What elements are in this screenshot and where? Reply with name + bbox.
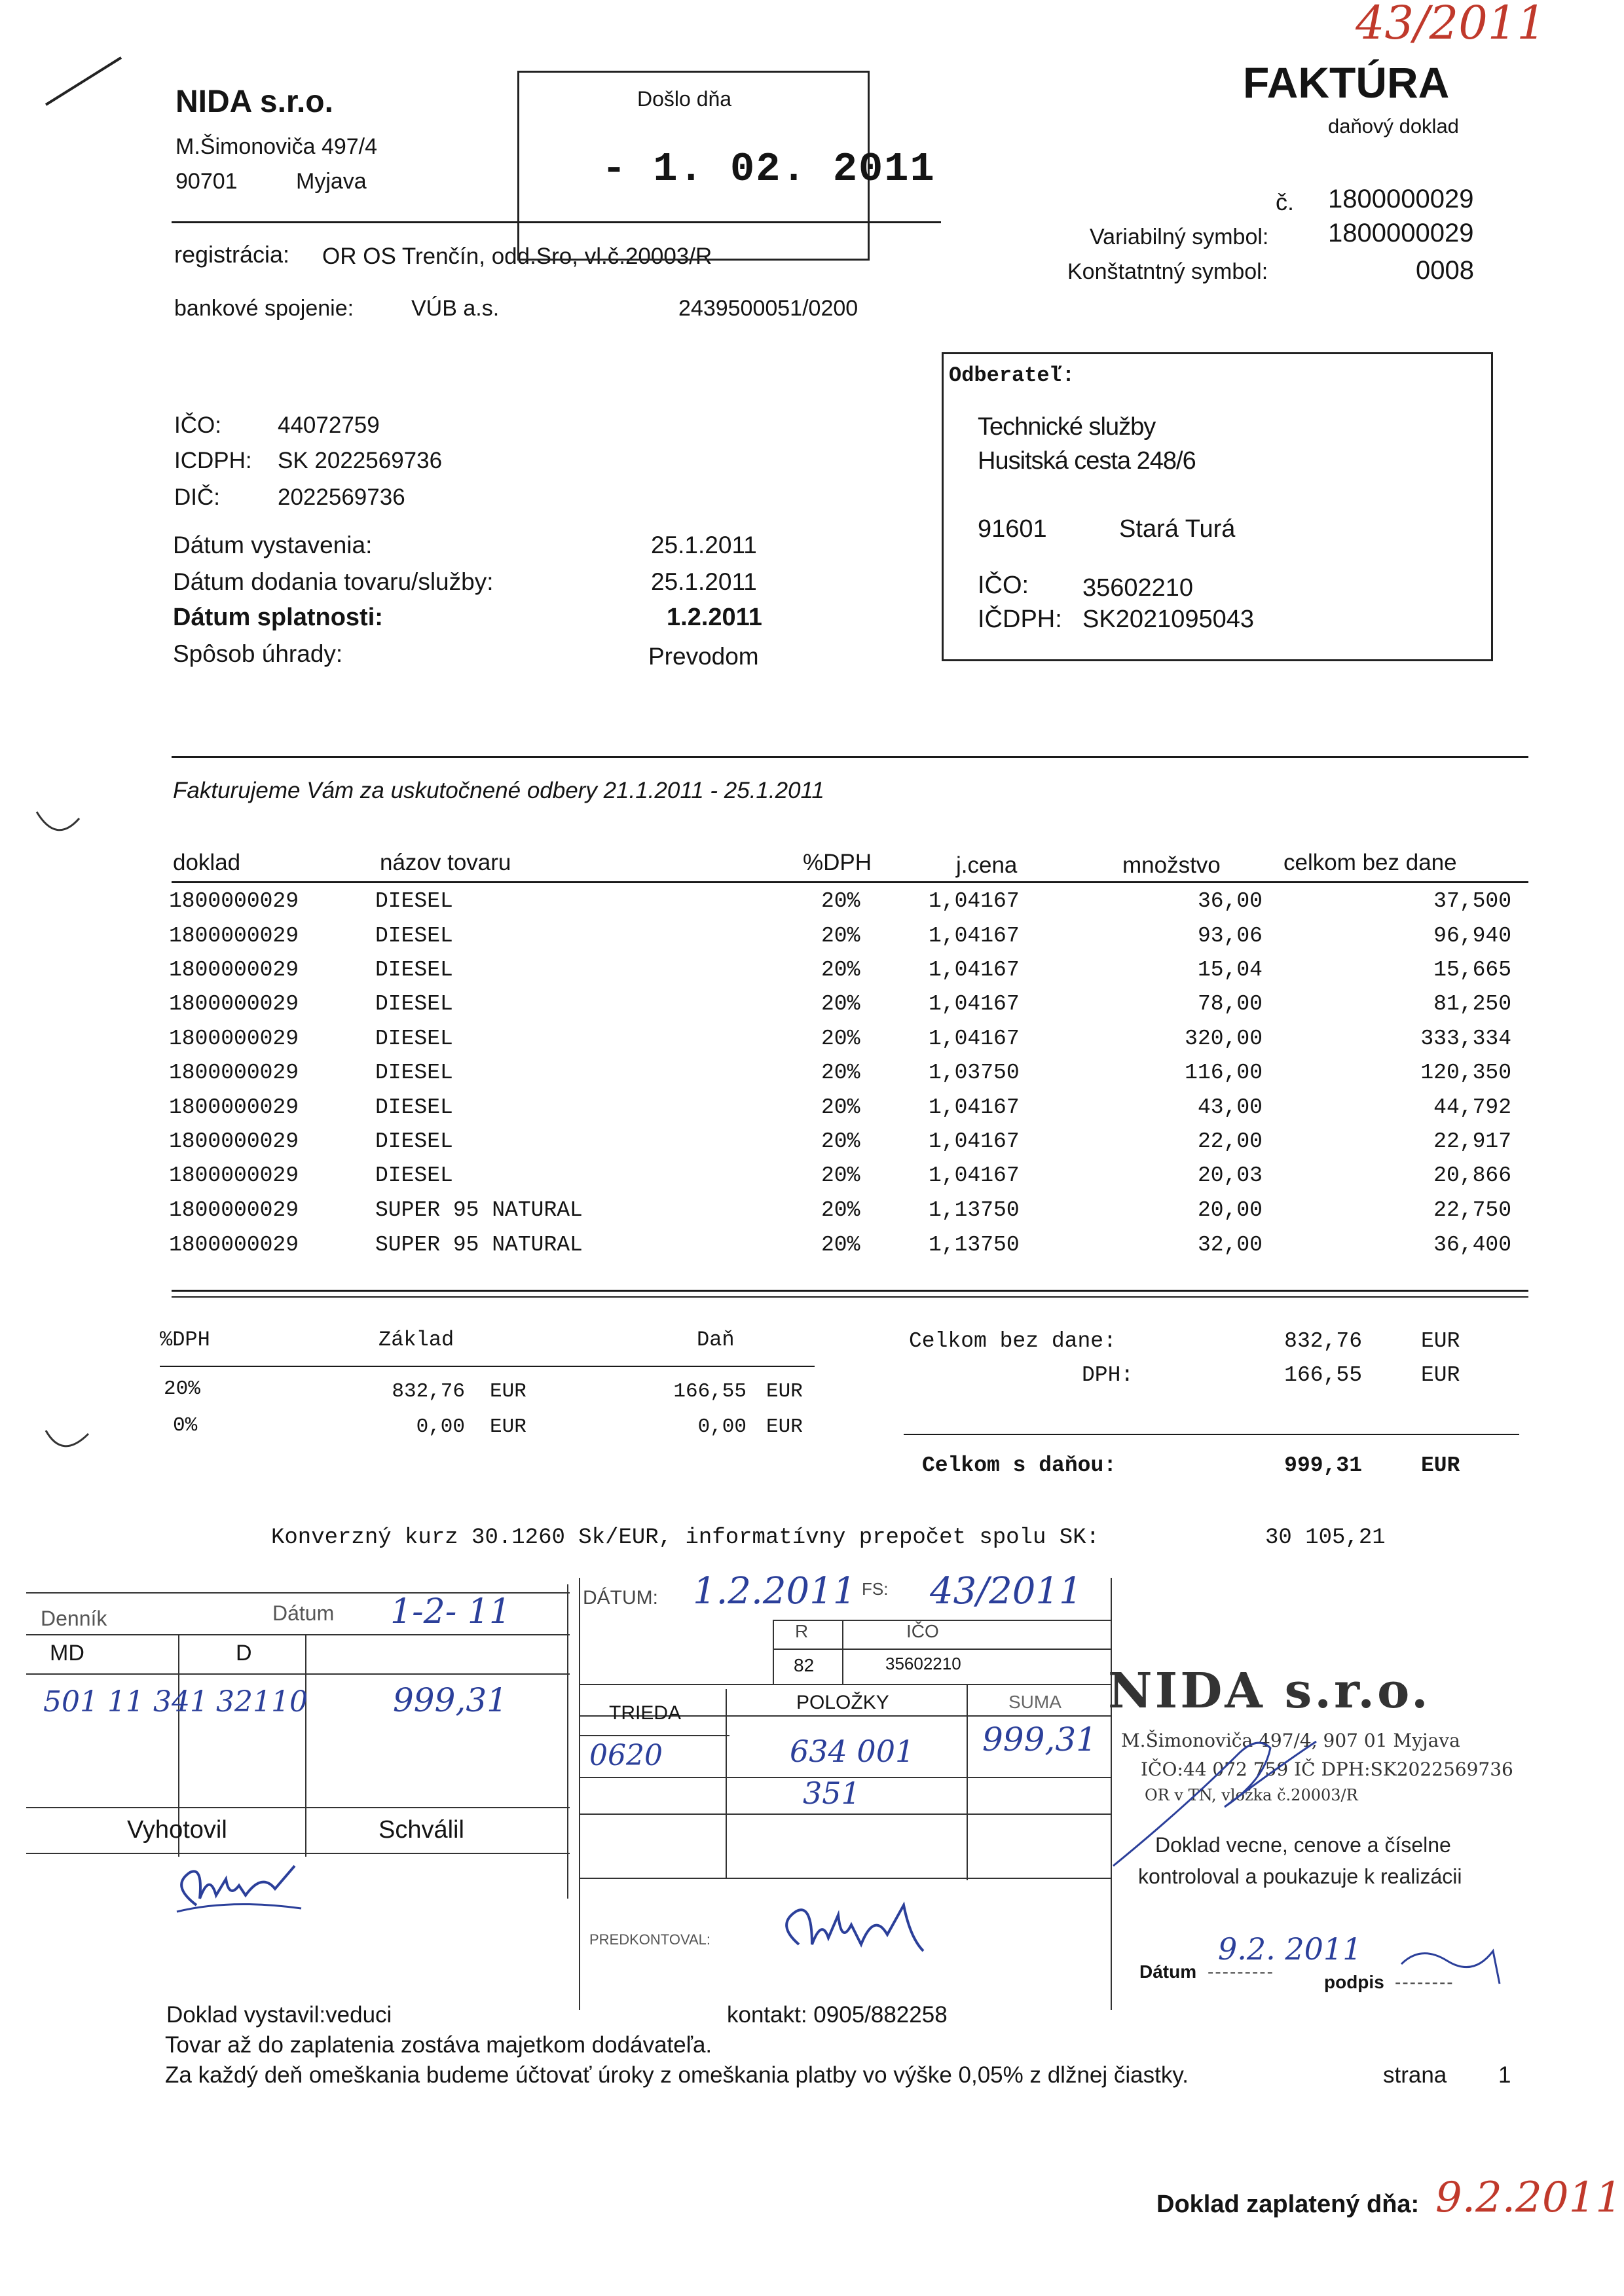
dic-label: DIČ: bbox=[174, 484, 220, 510]
cell-celkom: 44,792 bbox=[1433, 1095, 1511, 1120]
company-stamp-name: NIDA s.r.o. bbox=[1108, 1663, 1431, 1719]
col-header-dph: %DPH bbox=[803, 850, 872, 875]
acct-datum-label: DÁTUM: bbox=[583, 1587, 658, 1609]
approval-datum-label: Dátum bbox=[1139, 1961, 1197, 1982]
total-gross: 999,31 bbox=[1284, 1453, 1362, 1478]
cell-nazov: DIESEL bbox=[375, 992, 453, 1016]
ledger-vline bbox=[305, 1634, 306, 1857]
issue-date-label: Dátum vystavenia: bbox=[173, 532, 373, 558]
cell-nazov: DIESEL bbox=[375, 1061, 453, 1085]
acct-line bbox=[579, 1735, 729, 1736]
company-stamp-line1: M.Šimonoviča 497/4, 907 01 Myjava bbox=[1121, 1730, 1460, 1751]
ledger-datum-label: Dátum bbox=[272, 1601, 335, 1625]
table-row bbox=[169, 1095, 1511, 1129]
cell-nazov: DIESEL bbox=[375, 924, 453, 948]
vat-row-tax: 166,55 bbox=[673, 1380, 747, 1403]
bank-account: 2439500051/0200 bbox=[678, 296, 858, 321]
supplier-city: Myjava bbox=[296, 169, 367, 194]
ico-value: 44072759 bbox=[278, 412, 380, 438]
punch-hole-icon bbox=[39, 1414, 92, 1467]
cell-nazov: SUPER 95 NATURAL bbox=[375, 1198, 583, 1222]
vat-col-zaklad: Základ bbox=[378, 1328, 454, 1352]
vat-row-base-cur: EUR bbox=[490, 1380, 526, 1403]
cell-jcena: 1,04167 bbox=[929, 889, 1020, 913]
supplier-name: NIDA s.r.o. bbox=[175, 84, 333, 119]
signature-icon bbox=[773, 1899, 943, 1977]
table-row bbox=[169, 1129, 1511, 1163]
registration-label: registrácia: bbox=[174, 241, 290, 268]
variable-symbol-label: Variabilný symbol: bbox=[1090, 225, 1269, 249]
bank-name: VÚB a.s. bbox=[411, 296, 500, 321]
total-gross-currency: EUR bbox=[1421, 1453, 1460, 1478]
cell-jcena: 1,13750 bbox=[929, 1233, 1020, 1257]
cell-dph: 20% bbox=[821, 1233, 860, 1257]
cell-mnozstvo: 22,00 bbox=[1197, 1129, 1263, 1154]
cell-celkom: 120,350 bbox=[1420, 1061, 1511, 1085]
cell-doklad: 1800000029 bbox=[169, 924, 299, 948]
vat-col-dph: %DPH bbox=[160, 1328, 210, 1352]
customer-icdph: SK2021095043 bbox=[1082, 606, 1255, 633]
invoice-number-label: č. bbox=[1276, 189, 1295, 215]
acct-trieda-label: TRIEDA bbox=[609, 1702, 682, 1724]
acct-ico-label: IČO bbox=[906, 1621, 939, 1641]
dic-value: 2022569736 bbox=[278, 484, 405, 510]
acct-r-value: 82 bbox=[794, 1655, 815, 1675]
footer-page-number: 1 bbox=[1498, 2062, 1511, 2088]
customer-ico-label: IČO: bbox=[978, 572, 1029, 599]
cell-celkom: 15,665 bbox=[1433, 958, 1511, 982]
cell-jcena: 1,03750 bbox=[929, 1061, 1020, 1085]
ledger-schvalil-label: Schválil bbox=[378, 1816, 464, 1844]
acct-polozky-hand-2: 351 bbox=[803, 1776, 860, 1811]
acct-line bbox=[579, 1813, 1111, 1815]
ledger-md-label: MD bbox=[50, 1641, 84, 1666]
approval-datum-dots: --------- bbox=[1208, 1961, 1274, 1982]
vat-row-base: 0,00 bbox=[416, 1415, 465, 1438]
acct-line bbox=[773, 1649, 1111, 1650]
cell-doklad: 1800000029 bbox=[169, 1129, 299, 1154]
acct-datum-hand: 1.2.2011 bbox=[693, 1570, 857, 1613]
approval-line2: kontroloval a poukazuje k realizácii bbox=[1138, 1865, 1462, 1888]
cell-dph: 20% bbox=[821, 924, 860, 948]
vat-col-dan: Daň bbox=[697, 1328, 735, 1352]
customer-zip: 91601 bbox=[978, 515, 1047, 543]
received-stamp bbox=[517, 71, 936, 261]
signature-icon bbox=[164, 1859, 308, 1918]
approval-datum-hand: 9.2. 2011 bbox=[1218, 1931, 1362, 1967]
acct-trieda-hand: 0620 bbox=[589, 1739, 663, 1772]
cell-mnozstvo: 20,00 bbox=[1197, 1198, 1263, 1222]
acct-suma-label: SUMA bbox=[1008, 1692, 1061, 1712]
cell-mnozstvo: 36,00 bbox=[1197, 889, 1263, 913]
customer-city: Stará Turá bbox=[1119, 515, 1236, 543]
acct-vline bbox=[967, 1684, 968, 1880]
ledger-line bbox=[26, 1807, 570, 1808]
cell-nazov: DIESEL bbox=[375, 1129, 453, 1154]
cell-doklad: 1800000029 bbox=[169, 889, 299, 913]
handwritten-invoice-ref: 43/2011 bbox=[1356, 0, 1546, 50]
cell-nazov: DIESEL bbox=[375, 1095, 453, 1120]
invoice-subtitle: daňový doklad bbox=[1328, 115, 1459, 137]
icdph-value: SK 2022569736 bbox=[278, 448, 443, 473]
conversion-value: 30 105,21 bbox=[1265, 1525, 1386, 1550]
company-stamp-line2: IČO:44 072 759 IČ DPH:SK2022569736 bbox=[1141, 1758, 1513, 1780]
vat-row-base: 832,76 bbox=[392, 1380, 465, 1403]
ledger-d-hand: 32110 bbox=[216, 1685, 308, 1719]
cell-doklad: 1800000029 bbox=[169, 1061, 299, 1085]
cell-jcena: 1,04167 bbox=[929, 1095, 1020, 1120]
invoice-number: 1800000029 bbox=[1328, 185, 1474, 213]
cell-jcena: 1,04167 bbox=[929, 924, 1020, 948]
billing-note: Fakturujeme Vám za uskutočnené odbery 21.1.2011 - 25.1.2011 bbox=[173, 778, 824, 803]
ledger-amount-hand: 999,31 bbox=[393, 1681, 507, 1719]
col-header-doklad: doklad bbox=[173, 850, 241, 875]
conversion-text: Konverzný kurz 30.1260 Sk/EUR, informatívny prepočet spolu SK: bbox=[271, 1525, 1100, 1550]
cell-doklad: 1800000029 bbox=[169, 958, 299, 982]
vat-row-tax-cur: EUR bbox=[766, 1415, 803, 1438]
acct-polozky-hand-1: 634 001 bbox=[790, 1734, 915, 1769]
table-row bbox=[169, 1198, 1511, 1232]
cell-dph: 20% bbox=[821, 889, 860, 913]
cell-celkom: 81,250 bbox=[1433, 992, 1511, 1016]
issue-date: 25.1.2011 bbox=[651, 532, 757, 558]
registration-value: OR OS Trenčín, odd.Sro, vl.č.20003/R bbox=[322, 244, 712, 269]
acct-predkontoval-label: PREDKONTOVAL: bbox=[589, 1931, 711, 1948]
cell-nazov: DIESEL bbox=[375, 1027, 453, 1051]
table-row bbox=[169, 958, 1511, 992]
cell-jcena: 1,04167 bbox=[929, 1027, 1020, 1051]
cell-mnozstvo: 320,00 bbox=[1185, 1027, 1263, 1051]
vat-row-rate: 0% bbox=[173, 1414, 198, 1437]
cell-doklad: 1800000029 bbox=[169, 1095, 299, 1120]
cell-jcena: 1,04167 bbox=[929, 958, 1020, 982]
cell-celkom: 36,400 bbox=[1433, 1233, 1511, 1257]
cell-dph: 20% bbox=[821, 1027, 860, 1051]
ledger-line bbox=[26, 1673, 570, 1675]
table-header-divider bbox=[172, 881, 1528, 883]
variable-symbol: 1800000029 bbox=[1328, 219, 1474, 247]
customer-ico: 35602210 bbox=[1082, 574, 1194, 602]
total-gross-label: Celkom s daňou: bbox=[922, 1453, 1117, 1478]
acct-vline bbox=[842, 1620, 843, 1685]
customer-street: Husitská cesta 248/6 bbox=[978, 447, 1196, 475]
ledger-line bbox=[26, 1634, 570, 1635]
approval-podpis-dots: -------- bbox=[1395, 1972, 1454, 1992]
cell-mnozstvo: 20,03 bbox=[1197, 1163, 1263, 1188]
cell-dph: 20% bbox=[821, 1163, 860, 1188]
cell-nazov: DIESEL bbox=[375, 889, 453, 913]
constant-symbol: 0008 bbox=[1416, 256, 1474, 285]
cell-dph: 20% bbox=[821, 1061, 860, 1085]
pen-mark-icon bbox=[39, 52, 131, 111]
ledger-vyhotovil-label: Vyhotovil bbox=[127, 1816, 227, 1844]
bank-label: bankové spojenie: bbox=[174, 296, 354, 321]
cell-doklad: 1800000029 bbox=[169, 1163, 299, 1188]
ledger-d-label: D bbox=[236, 1641, 252, 1666]
due-date-label: Dátum splatnosti: bbox=[173, 604, 383, 631]
paid-date-hand: 9.2.2011 bbox=[1435, 2174, 1622, 2222]
vat-header-line bbox=[160, 1366, 815, 1367]
footer-page-label: strana bbox=[1383, 2062, 1447, 2088]
invoice-title: FAKTÚRA bbox=[1243, 58, 1450, 107]
cell-dph: 20% bbox=[821, 1095, 860, 1120]
acct-ico-value: 35602210 bbox=[885, 1654, 961, 1673]
col-header-jcena: j.cena bbox=[956, 852, 1018, 878]
cell-mnozstvo: 15,04 bbox=[1197, 958, 1263, 982]
cell-celkom: 37,500 bbox=[1433, 889, 1511, 913]
cell-dph: 20% bbox=[821, 1198, 860, 1222]
supplier-zip: 90701 bbox=[175, 169, 238, 194]
acct-suma-hand: 999,31 bbox=[982, 1721, 1097, 1758]
customer-box bbox=[942, 352, 1493, 661]
footer-issued-by: Doklad vystavil:veduci bbox=[166, 2002, 392, 2028]
received-stamp-label: Došlo dňa bbox=[637, 87, 732, 111]
cell-doklad: 1800000029 bbox=[169, 1198, 299, 1222]
cell-doklad: 1800000029 bbox=[169, 992, 299, 1016]
cell-jcena: 1,04167 bbox=[929, 1129, 1020, 1154]
total-vat: 166,55 bbox=[1284, 1363, 1362, 1387]
payment-method: Prevodom bbox=[648, 643, 759, 670]
billing-divider bbox=[172, 756, 1528, 758]
delivery-date: 25.1.2011 bbox=[651, 568, 757, 595]
customer-name: Technické služby bbox=[978, 413, 1156, 441]
cell-celkom: 22,750 bbox=[1433, 1198, 1511, 1222]
ledger-vline bbox=[567, 1584, 568, 1899]
payment-method-label: Spôsob úhrady: bbox=[173, 640, 343, 667]
cell-dph: 20% bbox=[821, 992, 860, 1016]
totals-divider bbox=[904, 1434, 1519, 1435]
supplier-street: M.Šimonoviča 497/4 bbox=[175, 134, 378, 159]
acct-line bbox=[773, 1620, 1111, 1621]
acct-vline bbox=[773, 1620, 774, 1685]
acct-fs-label: FS: bbox=[862, 1579, 889, 1599]
table-end-line bbox=[172, 1290, 1528, 1292]
ledger-md-hand: 501 11 341 bbox=[43, 1685, 208, 1719]
table-row bbox=[169, 924, 1511, 958]
ledger-dennik-label: Denník bbox=[41, 1607, 107, 1630]
acct-line bbox=[579, 1878, 1111, 1879]
cell-nazov: SUPER 95 NATURAL bbox=[375, 1233, 583, 1257]
icdph-label: ICDPH: bbox=[174, 448, 252, 473]
table-row bbox=[169, 1233, 1511, 1267]
paid-label: Doklad zaplatený dňa: bbox=[1156, 2191, 1420, 2218]
col-header-nazov: názov tovaru bbox=[380, 850, 511, 875]
delivery-date-label: Dátum dodania tovaru/služby: bbox=[173, 568, 494, 595]
due-date: 1.2.2011 bbox=[667, 604, 762, 631]
footer-ownership: Tovar až do zaplatenia zostáva majetkom dodávateľa. bbox=[165, 2032, 712, 2058]
cell-mnozstvo: 43,00 bbox=[1197, 1095, 1263, 1120]
cell-doklad: 1800000029 bbox=[169, 1027, 299, 1051]
cell-doklad: 1800000029 bbox=[169, 1233, 299, 1257]
table-row bbox=[169, 1061, 1511, 1095]
table-row bbox=[169, 1163, 1511, 1197]
company-stamp-line3: OR v TN, vložka č.20003/R bbox=[1145, 1786, 1358, 1804]
total-net-currency: EUR bbox=[1421, 1329, 1460, 1353]
customer-icdph-label: IČDPH: bbox=[978, 606, 1062, 633]
cell-mnozstvo: 116,00 bbox=[1185, 1061, 1263, 1085]
customer-header: Odberateľ: bbox=[949, 363, 1075, 388]
col-header-mnozstvo: množstvo bbox=[1122, 852, 1221, 878]
col-header-celkom: celkom bez dane bbox=[1283, 850, 1457, 875]
acct-vline bbox=[579, 1578, 580, 2010]
ledger-line bbox=[26, 1853, 570, 1854]
cell-mnozstvo: 78,00 bbox=[1197, 992, 1263, 1016]
vat-row-tax: 0,00 bbox=[697, 1415, 747, 1438]
vat-row-tax-cur: EUR bbox=[766, 1380, 803, 1403]
approval-podpis-label: podpis bbox=[1324, 1972, 1384, 1992]
cell-dph: 20% bbox=[821, 958, 860, 982]
acct-r-label: R bbox=[795, 1621, 809, 1641]
constant-symbol-label: Konštatntný symbol: bbox=[1067, 259, 1268, 284]
cell-celkom: 333,334 bbox=[1420, 1027, 1511, 1051]
received-stamp-date: - 1. 02. 2011 bbox=[602, 146, 936, 192]
cell-jcena: 1,04167 bbox=[929, 1163, 1020, 1188]
table-end-line-2 bbox=[172, 1296, 1528, 1298]
cell-nazov: DIESEL bbox=[375, 1163, 453, 1188]
acct-fs-hand: 43/2011 bbox=[930, 1570, 1082, 1613]
total-net: 832,76 bbox=[1284, 1329, 1362, 1353]
punch-hole-icon bbox=[30, 805, 83, 851]
signature-icon bbox=[1395, 1938, 1506, 1990]
acct-polozky-label: POLOŽKY bbox=[796, 1692, 889, 1713]
cell-dph: 20% bbox=[821, 1129, 860, 1154]
ico-label: IČO: bbox=[174, 412, 221, 438]
vat-row-rate: 20% bbox=[164, 1377, 200, 1400]
vat-row-base-cur: EUR bbox=[490, 1415, 526, 1438]
table-row bbox=[169, 1027, 1511, 1061]
acct-line bbox=[579, 1684, 1111, 1685]
cell-mnozstvo: 32,00 bbox=[1197, 1233, 1263, 1257]
cell-celkom: 96,940 bbox=[1433, 924, 1511, 948]
footer-contact: kontakt: 0905/882258 bbox=[727, 2002, 948, 2028]
cell-jcena: 1,04167 bbox=[929, 992, 1020, 1016]
total-net-label: Celkom bez dane: bbox=[909, 1329, 1116, 1353]
total-vat-currency: EUR bbox=[1421, 1363, 1460, 1387]
table-row bbox=[169, 992, 1511, 1026]
cell-celkom: 20,866 bbox=[1433, 1163, 1511, 1188]
total-vat-label: DPH: bbox=[1082, 1363, 1134, 1387]
cell-mnozstvo: 93,06 bbox=[1197, 924, 1263, 948]
cell-jcena: 1,13750 bbox=[929, 1198, 1020, 1222]
cell-nazov: DIESEL bbox=[375, 958, 453, 982]
acct-vline bbox=[726, 1689, 727, 1879]
ledger-datum-hand: 1-2- 11 bbox=[390, 1592, 511, 1631]
table-row bbox=[169, 889, 1511, 923]
footer-interest: Za každý deň omeškania budeme účtovať úroky z omeškania platby vo výške 0,05% z dlžnej čiastky. bbox=[165, 2062, 1189, 2088]
cell-celkom: 22,917 bbox=[1433, 1129, 1511, 1154]
approval-line1: Doklad vecne, cenove a číselne bbox=[1155, 1833, 1451, 1857]
